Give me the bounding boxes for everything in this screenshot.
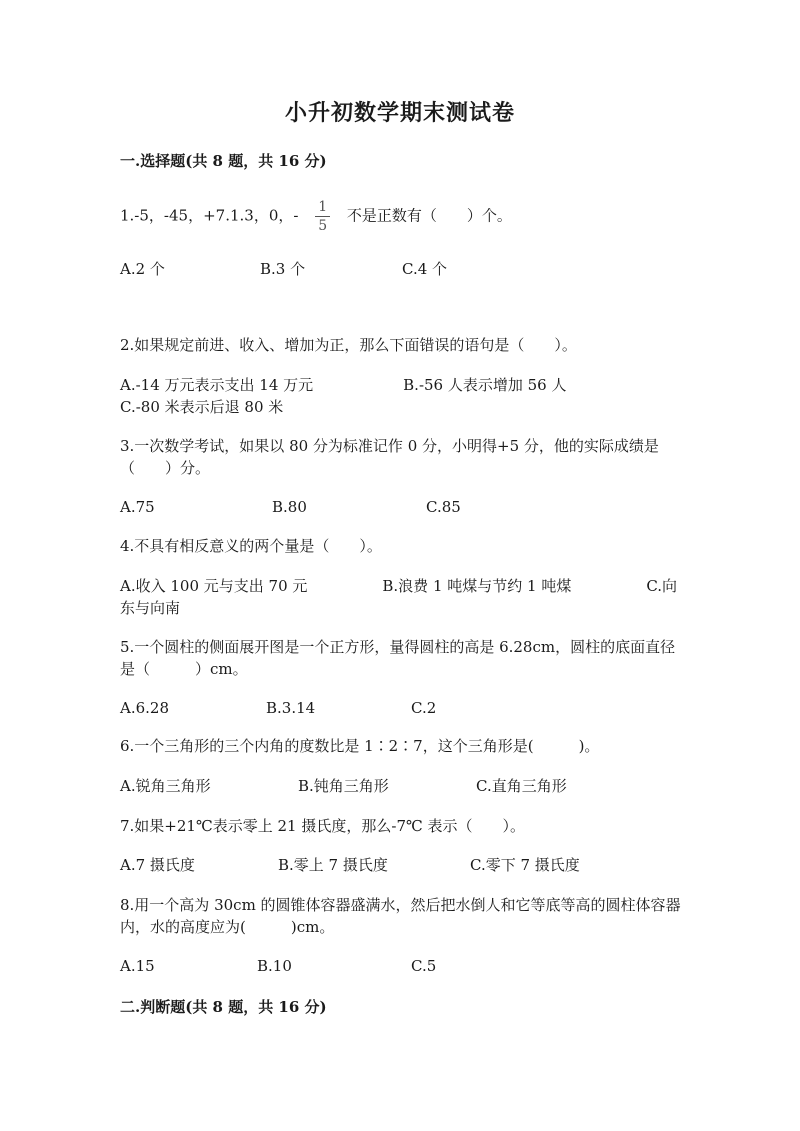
option-b: B.10 xyxy=(257,957,292,975)
section-heading-judgment: 二.判断题(共 8 题，共 16 分) xyxy=(120,998,327,1016)
option-c: C.4 个 xyxy=(402,260,448,278)
option-a: A.2 个 xyxy=(120,260,165,278)
option-b: B.80 xyxy=(272,498,307,516)
option-a: A.7 摄氏度 xyxy=(120,856,195,874)
question-5-options xyxy=(120,697,690,719)
question-1-options xyxy=(120,258,690,280)
option-c: C.零下 7 摄氏度 xyxy=(470,856,580,874)
question-1 xyxy=(120,200,690,233)
option-b: B.3 个 xyxy=(260,260,306,278)
option-c: C.直角三角形 xyxy=(476,777,567,795)
option-c: C.85 xyxy=(426,498,461,516)
question-2-options: A.-14 万元表示支出 14 万元 B.-56 人表示增加 56 人 C.-80 米表示后退 80 米 xyxy=(120,376,672,416)
option-b: B.3.14 xyxy=(266,699,316,717)
question-1-stem-before: 1.-5，-45，+7.1.3，0，- xyxy=(120,206,299,225)
question-1-stem-after: 不是正数有（ ）个。 xyxy=(346,206,512,225)
option-a: A.15 xyxy=(120,957,155,975)
question-4: 4.不具有相反意义的两个量是（ ）。 xyxy=(120,537,382,555)
question-7: 7.如果+21℃表示零上 21 摄氏度，那么-7℃ 表示（ ）。 xyxy=(120,817,526,835)
fraction-bar xyxy=(315,216,330,217)
section-heading-choice: 一.选择题(共 8 题，共 16 分) xyxy=(120,152,327,170)
question-5: 5.一个圆柱的侧面展开图是一个正方形，量得圆柱的高是 6.28cm，圆柱的底面直径是（ ）cm。 xyxy=(120,638,676,678)
option-a: A.75 xyxy=(120,498,155,516)
question-3: 3.一次数学考试，如果以 80 分为标准记作 0 分，小明得+5 分，他的实际成绩是（ ）分。 xyxy=(120,437,659,477)
option-b: B.零上 7 摄氏度 xyxy=(278,856,388,874)
question-3-options xyxy=(120,496,690,518)
question-8-options xyxy=(120,955,690,977)
option-a: A.锐角三角形 xyxy=(120,777,211,795)
option-a: A.6.28 xyxy=(120,699,169,717)
fraction-denominator: 5 xyxy=(318,218,328,234)
question-7-options xyxy=(120,854,690,876)
question-6: 6.一个三角形的三个内角的度数比是 1∶2∶7，这个三角形是( )。 xyxy=(120,737,600,755)
fraction-numerator: 1 xyxy=(318,199,328,215)
option-c: C.5 xyxy=(411,957,437,975)
page-title: 小升初数学期末测试卷 xyxy=(284,100,515,126)
option-c: C.2 xyxy=(411,699,437,717)
fraction-one-fifth xyxy=(315,200,330,233)
question-4-options: A.收入 100 元与支出 70 元 B.浪费 1 吨煤与节约 1 吨煤 C.向东与向南 xyxy=(120,577,678,617)
question-2: 2.如果规定前进、收入、增加为正，那么下面错误的语句是（ ）。 xyxy=(120,336,577,354)
option-b: B.钝角三角形 xyxy=(298,777,389,795)
question-6-options xyxy=(120,775,690,797)
question-8: 8.用一个高为 30cm 的圆锥体容器盛满水，然后把水倒人和它等底等高的圆柱体容器内，水的高度应为( )cm。 xyxy=(120,896,681,936)
